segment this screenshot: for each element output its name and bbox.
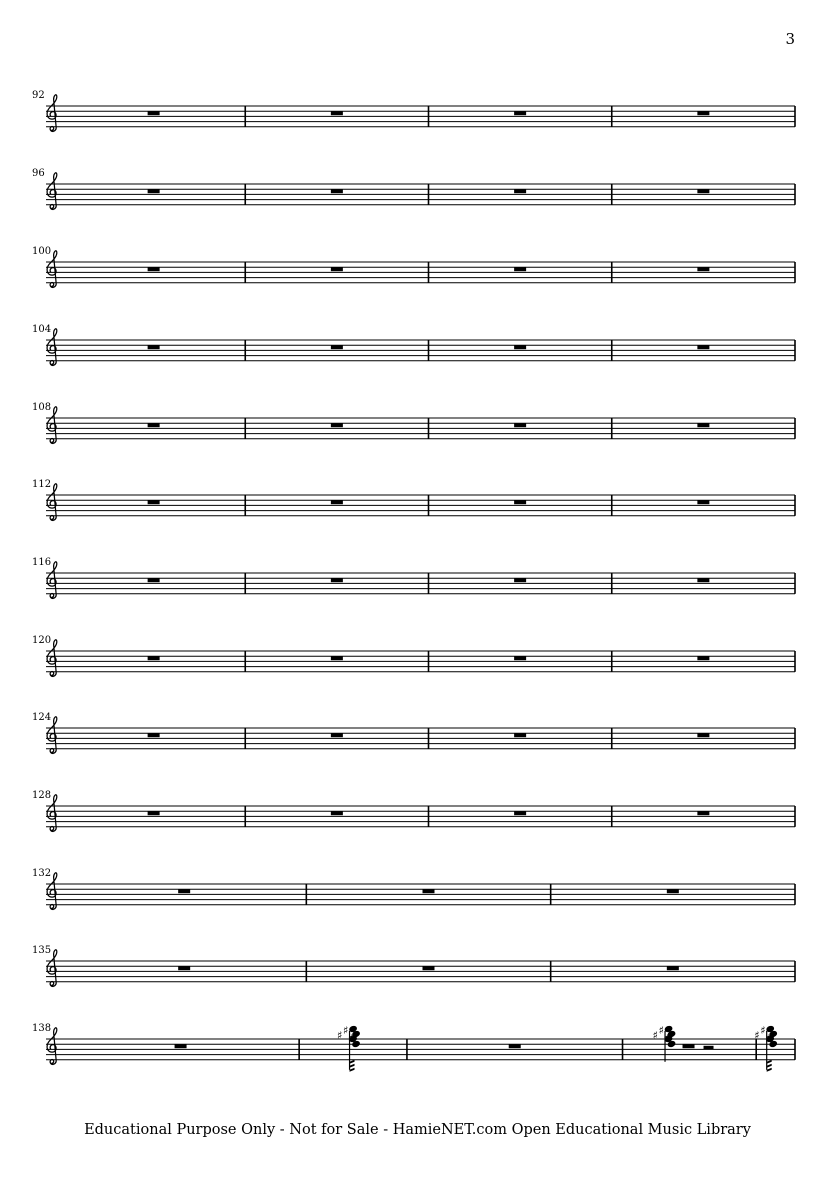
staff-system: [32, 557, 795, 599]
staff-system: [32, 868, 795, 910]
whole-rest: [697, 578, 709, 582]
flag: [767, 1060, 772, 1064]
whole-rest: [331, 345, 343, 349]
whole-rest: [331, 656, 343, 660]
whole-rest: [514, 578, 526, 582]
sharp-icon: ♯: [658, 1024, 664, 1037]
whole-rest: [148, 267, 160, 271]
chord: [754, 1024, 778, 1072]
measure-number: 128: [32, 790, 52, 801]
sharp-icon: ♯: [760, 1024, 766, 1037]
measure-number: 92: [32, 90, 45, 101]
whole-rest: [175, 1044, 187, 1048]
sharp-icon: ♯: [652, 1029, 658, 1042]
sharp-icon: ♯: [348, 1032, 354, 1045]
whole-rest: [514, 423, 526, 427]
sharp-icon: ♯: [663, 1032, 669, 1045]
whole-rest: [148, 345, 160, 349]
whole-rest: [423, 889, 435, 893]
whole-rest: [667, 966, 679, 970]
whole-rest: [697, 111, 709, 115]
staff-system: [32, 402, 795, 444]
whole-rest: [514, 733, 526, 737]
whole-rest: [697, 423, 709, 427]
measure-number: 108: [32, 402, 52, 413]
sharp-icon: ♯: [765, 1032, 771, 1045]
flag: [767, 1068, 772, 1072]
whole-rest: [697, 811, 709, 815]
whole-rest: [148, 111, 160, 115]
staff-system: [32, 90, 795, 132]
whole-rest: [331, 733, 343, 737]
chord: [337, 1024, 361, 1072]
measure-number: 138: [32, 1023, 52, 1034]
measure-number: 132: [32, 868, 52, 879]
whole-rest: [509, 1044, 521, 1048]
measure-number: 135: [32, 945, 52, 956]
whole-rest: [178, 889, 190, 893]
whole-rest: [148, 423, 160, 427]
whole-rest: [514, 189, 526, 193]
page-number: 3: [785, 30, 795, 48]
whole-rest: [331, 267, 343, 271]
whole-rest: [178, 966, 190, 970]
sharp-icon: ♯: [754, 1029, 760, 1042]
treble-clef-icon: [47, 95, 57, 132]
measure-number: 112: [32, 479, 52, 490]
whole-rest: [667, 889, 679, 893]
whole-rest: [331, 189, 343, 193]
whole-rest: [514, 811, 526, 815]
measure-number: 120: [32, 635, 52, 646]
whole-rest: [331, 811, 343, 815]
whole-rest: [331, 500, 343, 504]
whole-rest: [148, 811, 160, 815]
measure-number: 104: [32, 324, 52, 335]
sharp-icon: ♯: [343, 1024, 349, 1037]
whole-rest: [697, 733, 709, 737]
whole-rest: [514, 345, 526, 349]
whole-rest: [148, 656, 160, 660]
staff-system: [32, 945, 795, 987]
whole-rest: [683, 1044, 695, 1048]
whole-rest: [148, 733, 160, 737]
measure-number: 116: [32, 557, 52, 568]
whole-rest: [148, 578, 160, 582]
whole-rest: [697, 500, 709, 504]
staff-system: [32, 712, 795, 754]
whole-rest: [697, 345, 709, 349]
staff-system: [32, 168, 795, 210]
staff-system: [32, 324, 795, 366]
half-rest: [704, 1046, 714, 1050]
whole-rest: [331, 111, 343, 115]
staff-system: [32, 1023, 795, 1072]
whole-rest: [514, 267, 526, 271]
whole-rest: [331, 423, 343, 427]
whole-rest: [423, 966, 435, 970]
measure-number: 96: [32, 168, 45, 179]
staff-system: [32, 635, 795, 677]
treble-clef-icon: [47, 173, 57, 210]
flag: [350, 1064, 355, 1068]
chord: [653, 1024, 677, 1062]
measure-number: 100: [32, 246, 52, 257]
measure-number: 124: [32, 712, 52, 723]
staff-system: [32, 790, 795, 832]
staff-system: [32, 479, 795, 521]
whole-rest: [697, 267, 709, 271]
flag: [767, 1064, 772, 1068]
flag: [350, 1068, 355, 1072]
whole-rest: [697, 656, 709, 660]
whole-rest: [514, 500, 526, 504]
sharp-icon: ♯: [337, 1029, 343, 1042]
whole-rest: [514, 656, 526, 660]
staff-system: [32, 246, 795, 288]
whole-rest: [148, 189, 160, 193]
flag: [350, 1060, 355, 1064]
footer-text: Educational Purpose Only - Not for Sale - HamieNET.com Open Educational Music Library: [84, 1122, 751, 1138]
whole-rest: [514, 111, 526, 115]
whole-rest: [148, 500, 160, 504]
whole-rest: [331, 578, 343, 582]
whole-rest: [697, 189, 709, 193]
